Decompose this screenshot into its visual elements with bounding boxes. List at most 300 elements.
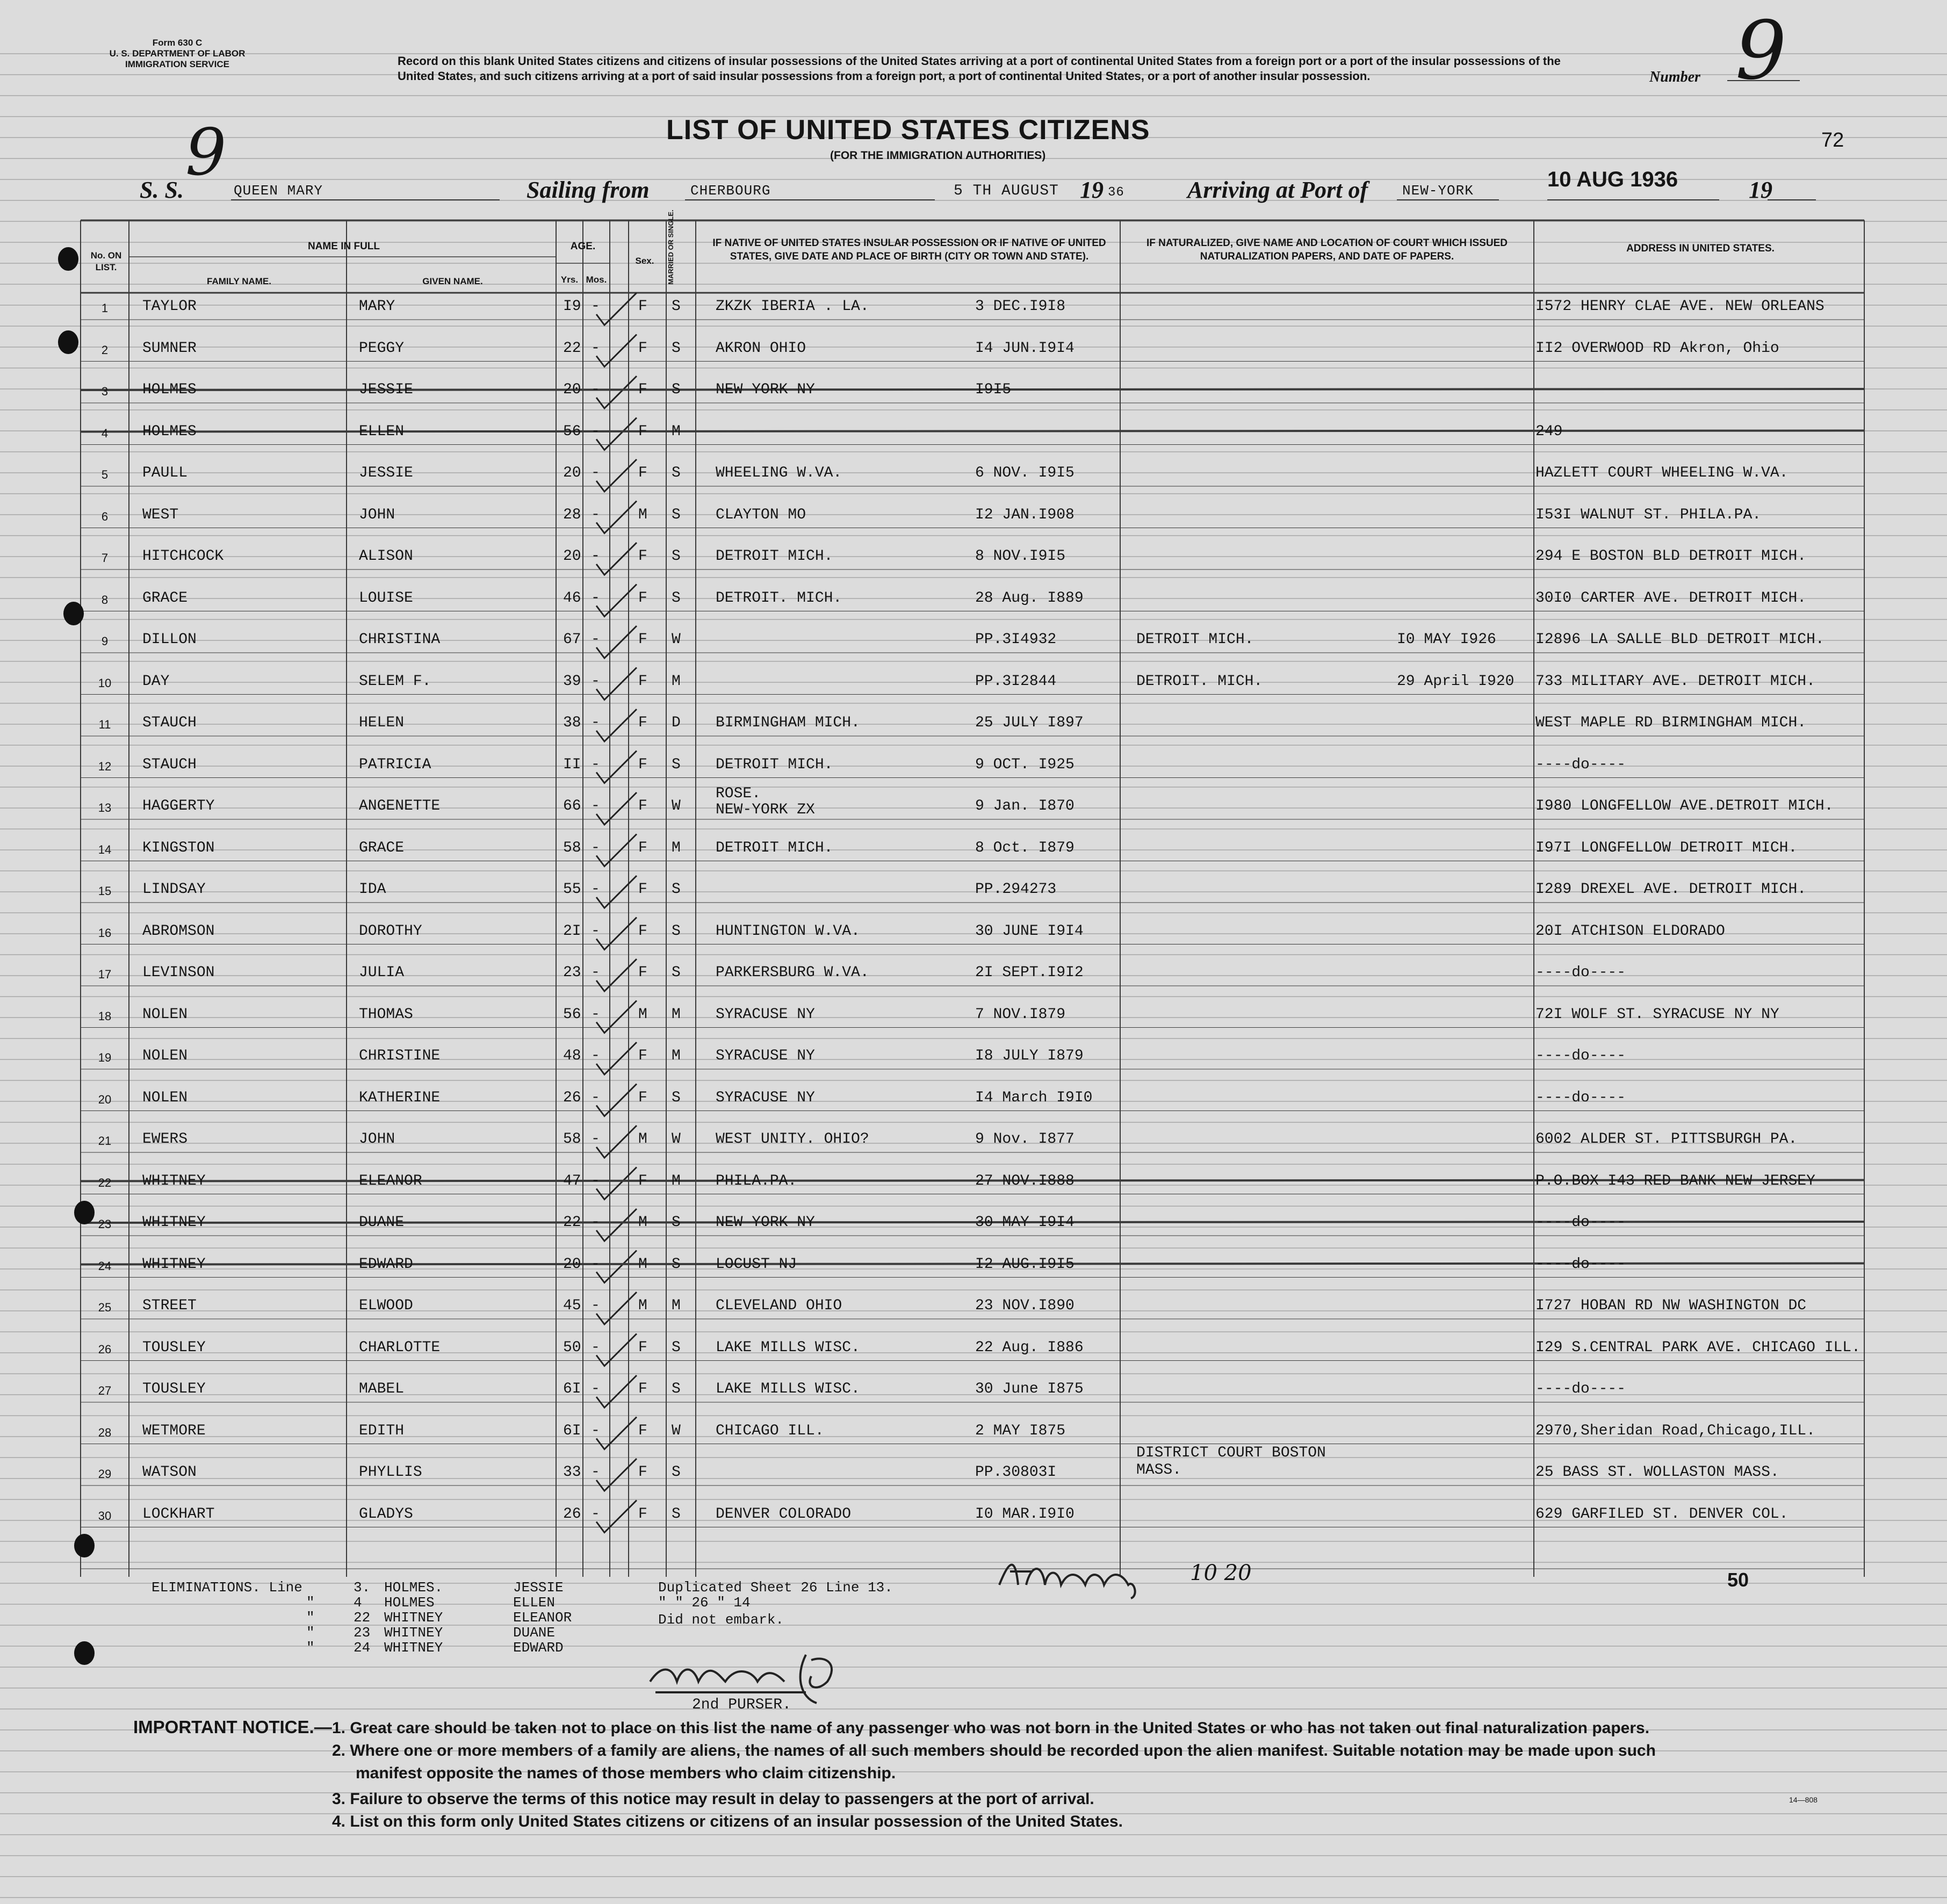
sheet-number-label: Number <box>1649 69 1700 85</box>
notice-item-4: 4. List on this form only United States citizens or citizens of an insular possession of the United States. <box>332 1813 1123 1830</box>
notice-item-2-cont: manifest opposite the names of those members who claim citizenship. <box>356 1764 896 1782</box>
row-place: DETROIT MICH. <box>716 839 833 856</box>
left-handwritten-number: 9 <box>185 116 227 190</box>
row-mos: - <box>591 922 600 940</box>
elimination-line: 24 <box>354 1640 371 1656</box>
row-cdate: I0 MAY I926 <box>1397 631 1496 648</box>
row-bdate: I4 JUN.I9I4 <box>975 340 1075 357</box>
row-ms: D <box>672 715 681 731</box>
row-age: 58 <box>563 1131 581 1148</box>
row-mos: - <box>591 506 600 523</box>
row-bdate: 25 JULY I897 <box>975 715 1084 731</box>
row-mos: - <box>591 1422 600 1439</box>
row-sex: F <box>638 1339 647 1356</box>
row-bdate: 3 DEC.I9I8 <box>975 298 1066 315</box>
check-mark <box>596 1292 637 1324</box>
row-family: HOLMES <box>142 381 197 398</box>
row-sex: F <box>638 631 647 648</box>
check-mark <box>596 335 637 367</box>
page-number: 72 <box>1821 129 1844 152</box>
row-age: 28 <box>563 506 581 523</box>
row-ms: S <box>672 1381 681 1397</box>
row-address: 294 E BOSTON BLD DETROIT MICH. <box>1535 548 1807 565</box>
row-sex: F <box>638 465 647 481</box>
check-mark <box>596 1375 637 1408</box>
form-intro-text: Record on this blank United States citizens and citizens of insular possessions of the United States arriving at a port of continental United States from a foreign port or a port of the insular possessions of the United States, and such citizens arriving at a port of said insular possessions from a foreign port, a port of continental United States, or a port of another insular possession. <box>398 54 1561 83</box>
row-address: I727 HOBAN RD NW WASHINGTON DC <box>1535 1297 1807 1314</box>
row-given: PHYLLIS <box>359 1464 422 1481</box>
row-ms: S <box>672 1256 681 1273</box>
row-mos: - <box>591 340 600 357</box>
row-sex: F <box>638 589 647 607</box>
row-family: NOLEN <box>142 1089 188 1106</box>
row-family: WATSON <box>142 1464 197 1481</box>
elimination-mark: " <box>306 1595 315 1611</box>
arrival-date-stamp: 10 AUG 1936 <box>1547 168 1678 191</box>
port-to: NEW-YORK <box>1402 183 1474 199</box>
row-age: I9 <box>563 298 581 315</box>
row-mos: - <box>591 589 600 607</box>
eliminations-label: ELIMINATIONS. Line <box>152 1580 302 1596</box>
row-mos: - <box>591 715 600 731</box>
row-address: 2970,Sheridan Road,Chicago,ILL. <box>1535 1422 1815 1439</box>
row-family: WEST <box>142 506 179 523</box>
strike-through-line <box>81 431 1864 432</box>
elimination-mark: " <box>306 1625 315 1641</box>
row-address: ----do---- <box>1535 1089 1626 1106</box>
row-bdate: 30 June I875 <box>975 1381 1084 1397</box>
form-number: Form 630 C <box>152 38 203 48</box>
header-given-name: GIVEN NAME. <box>422 276 483 286</box>
row-mos: - <box>591 1006 600 1023</box>
row-family: STREET <box>142 1297 197 1314</box>
service-name: IMMIGRATION SERVICE <box>125 59 229 69</box>
header-mos: Mos. <box>586 275 607 285</box>
row-place: LOCUST NJ <box>716 1256 797 1273</box>
header-naturalization: IF NATURALIZED, GIVE NAME AND LOCATION OF COURT WHICH ISSUED NATURALIZATION PAPERS, AND DATE OF PAPERS. <box>1146 237 1508 262</box>
row-given: EDITH <box>359 1422 405 1439</box>
notice-item-2: 2. Where one or more members of a family are aliens, the names of all such members should be recorded upon the alien manifest. Suitable notation may be made upon such <box>332 1742 1656 1759</box>
row-address: 72I WOLF ST. SYRACUSE NY NY <box>1535 1006 1779 1023</box>
elimination-mark: " <box>306 1640 315 1656</box>
check-mark <box>596 626 637 658</box>
row-no: 26 <box>98 1342 112 1356</box>
check-mark <box>596 1501 637 1533</box>
row-sex: F <box>638 381 647 398</box>
row-given: JULIA <box>359 964 405 981</box>
row-mos: - <box>591 1214 600 1231</box>
row-sex: F <box>638 1172 647 1189</box>
row-place: LAKE MILLS WISC. <box>716 1381 860 1397</box>
elimination-given: DUANE <box>513 1625 556 1641</box>
row-place: DETROIT MICH. <box>716 756 833 773</box>
row-place: CLEVELAND OHIO <box>716 1297 842 1314</box>
elimination-given: ELEANOR <box>513 1610 572 1626</box>
row-place: SYRACUSE NY <box>716 1048 815 1064</box>
punch-hole <box>74 1534 95 1557</box>
row-given: ALISON <box>359 548 413 565</box>
row-mos: - <box>591 1089 600 1106</box>
row-family: STAUCH <box>142 715 197 731</box>
row-bdate: PP.30803I <box>975 1464 1057 1481</box>
row-cdate: 29 April I920 <box>1397 673 1515 690</box>
row-bdate: I8 JULY I879 <box>975 1048 1084 1064</box>
row-mos: - <box>591 964 600 981</box>
row-ms: S <box>672 506 681 523</box>
row-family: HAGGERTY <box>142 798 215 814</box>
row-no: 5 <box>101 468 109 481</box>
check-mark <box>596 293 637 325</box>
row-mos: - <box>591 1048 600 1064</box>
check-mark <box>596 418 637 450</box>
sailing-date: 5 TH AUGUST <box>954 183 1059 199</box>
row-ms: S <box>672 1339 681 1356</box>
elimination-family: WHITNEY <box>384 1610 443 1626</box>
row-ms: S <box>672 756 681 773</box>
row-mos: - <box>591 631 600 648</box>
header-yrs: Yrs. <box>560 275 579 285</box>
row-no: 25 <box>98 1301 112 1314</box>
row-place: WHEELING W.VA. <box>716 465 842 481</box>
row-ms: W <box>672 631 681 648</box>
row-no: 12 <box>98 759 112 773</box>
row-family: LINDSAY <box>142 881 206 898</box>
row-no: 3 <box>101 385 109 398</box>
row-ms: S <box>672 465 681 481</box>
row-sex: F <box>638 340 647 357</box>
row-bdate: 7 NOV.I879 <box>975 1006 1066 1023</box>
elimination-line: 22 <box>354 1610 371 1626</box>
elimination-mark: " <box>306 1610 315 1626</box>
header-no: No. ON LIST. <box>90 250 122 272</box>
row-no: 13 <box>98 801 112 814</box>
row-mos: - <box>591 1131 600 1148</box>
row-age: 20 <box>563 1256 581 1273</box>
row-ms: W <box>672 798 681 814</box>
row-bdate: I0 MAR.I9I0 <box>975 1505 1075 1523</box>
row-address: ----do---- <box>1535 1381 1626 1397</box>
check-mark <box>596 1084 637 1116</box>
check-mark <box>596 918 637 950</box>
form-identifier <box>97 38 258 70</box>
row-sex: F <box>638 798 647 814</box>
row-address: I29 S.CENTRAL PARK AVE. CHICAGO ILL. <box>1535 1339 1861 1356</box>
check-mark <box>596 1209 637 1241</box>
check-mark <box>596 459 637 492</box>
row-mos: - <box>591 881 600 898</box>
row-given: EDWARD <box>359 1256 413 1273</box>
row-place: DENVER COLORADO <box>716 1505 852 1523</box>
year-prefix: 19 <box>1080 177 1104 203</box>
row-no: 14 <box>98 842 112 856</box>
row-ms: S <box>672 1464 681 1481</box>
row-age: 46 <box>563 589 581 607</box>
row-no: 16 <box>98 926 112 940</box>
row-given: MARY <box>359 298 395 315</box>
year-suffix: 36 <box>1108 185 1124 200</box>
row-place: WEST UNITY. OHIO? <box>716 1131 869 1148</box>
elimination-given: ELLEN <box>513 1595 556 1611</box>
row-bdate: I2 AUG.I9I5 <box>975 1256 1075 1273</box>
row-ms: M <box>672 1048 681 1064</box>
row-mos: - <box>591 798 600 814</box>
notice-heading: IMPORTANT NOTICE.— <box>133 1717 332 1737</box>
row-ms: M <box>672 423 681 440</box>
row-address: I53I WALNUT ST. PHILA.PA. <box>1535 506 1762 523</box>
check-mark <box>596 1001 637 1033</box>
row-ms: S <box>672 381 681 398</box>
ship-name: QUEEN MARY <box>234 183 323 199</box>
row-sex: F <box>638 922 647 940</box>
row-sex: F <box>638 298 647 315</box>
row-sex: M <box>638 1131 647 1148</box>
header-family-name: FAMILY NAME. <box>207 276 271 286</box>
row-bdate: PP.3I2844 <box>975 673 1057 690</box>
row-mos: - <box>591 423 600 440</box>
row-bdate: 9 Nov. I877 <box>975 1131 1075 1148</box>
row-sex: F <box>638 1089 647 1106</box>
department-name: U. S. DEPARTMENT OF LABOR <box>109 48 246 59</box>
row-ms: S <box>672 1505 681 1523</box>
row-address: 249 <box>1535 423 1563 440</box>
row-given: IDA <box>359 881 386 898</box>
row-family: WHITNEY <box>142 1172 206 1189</box>
check-mark <box>596 959 637 991</box>
row-court: DETROIT MICH. <box>1136 631 1254 648</box>
check-mark <box>596 376 637 408</box>
row-mos: - <box>591 1464 600 1481</box>
ss-label: S. S. <box>140 177 184 203</box>
row-ms: M <box>672 1172 681 1189</box>
row-court: DISTRICT COURT BOSTON MASS. <box>1136 1445 1326 1479</box>
row-given: PEGGY <box>359 340 405 357</box>
row-no: 30 <box>98 1509 112 1523</box>
row-no: 6 <box>101 509 109 523</box>
row-bdate: 6 NOV. I9I5 <box>975 465 1075 481</box>
row-address: ----do---- <box>1535 964 1626 981</box>
header-sex: Sex. <box>635 256 654 266</box>
row-place: SYRACUSE NY <box>716 1089 815 1106</box>
punch-hole <box>58 330 78 354</box>
row-mos: - <box>591 298 600 315</box>
row-sex: F <box>638 1464 647 1481</box>
row-bdate: 2 MAY I875 <box>975 1422 1066 1439</box>
row-ms: M <box>672 673 681 690</box>
row-place: NEW YORK NY <box>716 1214 815 1231</box>
row-given: MABEL <box>359 1381 405 1397</box>
elimination-note-duplicated-2: " " 26 " 14 <box>658 1595 751 1611</box>
row-given: CHRISTINA <box>359 631 441 648</box>
row-address: P.O.BOX I43 RED BANK NEW JERSEY <box>1535 1172 1815 1189</box>
row-age: II <box>563 756 581 773</box>
row-bdate: PP.294273 <box>975 881 1057 898</box>
row-given: JOHN <box>359 1131 395 1148</box>
row-ms: S <box>672 298 681 315</box>
row-no: 7 <box>101 551 109 565</box>
header-birth-place: IF NATIVE OF UNITED STATES INSULAR POSSESSION OR IF NATIVE OF UNITED STATES, GIVE DATE AND PLACE OF BIRTH (CITY OR TOWN AND STATE). <box>712 237 1106 262</box>
row-age: 6I <box>563 1422 581 1439</box>
row-ms: S <box>672 881 681 898</box>
row-no: 17 <box>98 968 112 981</box>
row-address: 30I0 CARTER AVE. DETROIT MICH. <box>1535 589 1807 607</box>
row-ms: S <box>672 922 681 940</box>
year-prefix-2: 19 <box>1749 177 1772 203</box>
row-address: 25 BASS ST. WOLLASTON MASS. <box>1535 1464 1779 1481</box>
row-no: 21 <box>98 1134 112 1148</box>
row-sex: M <box>638 1297 647 1314</box>
sailing-from-label: Sailing from <box>527 177 650 203</box>
row-address: I980 LONGFELLOW AVE.DETROIT MICH. <box>1535 798 1834 814</box>
row-sex: M <box>638 1006 647 1023</box>
row-address: I97I LONGFELLOW DETROIT MICH. <box>1535 839 1798 856</box>
row-age: 23 <box>563 964 581 981</box>
row-age: 33 <box>563 1464 581 1481</box>
row-ms: W <box>672 1131 681 1148</box>
row-place: BIRMINGHAM MICH. <box>716 715 860 731</box>
row-court: DETROIT. MICH. <box>1136 673 1263 690</box>
row-bdate: 22 Aug. I886 <box>975 1339 1084 1356</box>
row-bdate: 30 MAY I9I4 <box>975 1214 1075 1231</box>
sheet-number-value: 9 <box>1735 4 1787 98</box>
row-sex: M <box>638 1256 647 1273</box>
row-given: CHARLOTTE <box>359 1339 441 1356</box>
row-family: DAY <box>142 673 170 690</box>
arriving-label: Arriving at Port of <box>1187 177 1368 203</box>
elimination-line: 3. <box>354 1580 371 1596</box>
row-address: HAZLETT COURT WHEELING W.VA. <box>1535 465 1789 481</box>
elimination-note-duplicated: Duplicated Sheet 26 Line 13. <box>658 1580 893 1596</box>
row-sex: F <box>638 1505 647 1523</box>
row-place: NEW YORK NY <box>716 381 815 398</box>
row-given: HELEN <box>359 715 405 731</box>
row-mos: - <box>591 1339 600 1356</box>
row-no: 28 <box>98 1425 112 1439</box>
row-place: CHICAGO ILL. <box>716 1422 824 1439</box>
row-bdate: I4 March I9I0 <box>975 1089 1093 1106</box>
row-place: LAKE MILLS WISC. <box>716 1339 860 1356</box>
row-place: PHILA.PA. <box>716 1172 797 1189</box>
row-family: DILLON <box>142 631 197 648</box>
row-bdate: 2I SEPT.I9I2 <box>975 964 1084 981</box>
row-given: KATHERINE <box>359 1089 441 1106</box>
row-ms: S <box>672 1214 681 1231</box>
row-place: PARKERSBURG W.VA. <box>716 964 869 981</box>
elimination-family: HOLMES <box>384 1595 435 1611</box>
row-address: ----do---- <box>1535 1048 1626 1064</box>
row-address: 629 GARFILED ST. DENVER COL. <box>1535 1505 1789 1523</box>
row-family: NOLEN <box>142 1048 188 1064</box>
row-sex: F <box>638 423 647 440</box>
row-place: CLAYTON MO <box>716 506 806 523</box>
row-mos: - <box>591 839 600 856</box>
row-bdate: 9 Jan. I870 <box>975 798 1075 814</box>
row-age: 22 <box>563 1214 581 1231</box>
row-no: 1 <box>101 301 109 315</box>
row-mos: - <box>591 465 600 481</box>
row-bdate: 9 OCT. I925 <box>975 756 1075 773</box>
check-mark <box>596 1042 637 1074</box>
row-no: 29 <box>98 1467 112 1481</box>
row-age: 20 <box>563 381 581 398</box>
row-given: JESSIE <box>359 465 413 481</box>
row-mos: - <box>591 1505 600 1523</box>
row-family: HOLMES <box>142 423 197 440</box>
row-given: PATRICIA <box>359 756 431 773</box>
row-no: 22 <box>98 1175 112 1189</box>
row-sex: F <box>638 548 647 565</box>
row-age: 2I <box>563 922 581 940</box>
form-code: 14—808 <box>1789 1795 1818 1804</box>
row-sex: M <box>638 506 647 523</box>
row-given: DOROTHY <box>359 922 422 940</box>
row-no: 11 <box>98 718 111 731</box>
check-mark <box>596 792 637 825</box>
check-mark <box>596 668 637 700</box>
row-sex: F <box>638 673 647 690</box>
row-no: 15 <box>98 884 112 898</box>
row-family: STAUCH <box>142 756 197 773</box>
row-place: ROSE. NEW-YORK ZX <box>716 785 815 818</box>
row-address: WEST MAPLE RD BIRMINGHAM MICH. <box>1535 715 1807 731</box>
row-no: 8 <box>101 593 109 607</box>
elimination-given: JESSIE <box>513 1580 564 1596</box>
row-place: SYRACUSE NY <box>716 1006 815 1023</box>
row-family: NOLEN <box>142 1006 188 1023</box>
row-no: 20 <box>98 1092 112 1106</box>
row-family: LOCKHART <box>142 1505 215 1523</box>
row-age: 50 <box>563 1339 581 1356</box>
row-age: 20 <box>563 548 581 565</box>
row-family: SUMNER <box>142 340 197 357</box>
header-name-in-full: NAME IN FULL <box>307 241 380 252</box>
elimination-line: 23 <box>354 1625 371 1641</box>
row-family: WHITNEY <box>142 1214 206 1231</box>
row-family: LEVINSON <box>142 964 215 981</box>
row-address: II2 OVERWOOD RD Akron, Ohio <box>1535 340 1779 357</box>
row-mos: - <box>591 673 600 690</box>
row-ms: S <box>672 1089 681 1106</box>
row-age: 26 <box>563 1505 581 1523</box>
notice-item-3: 3. Failure to observe the terms of this notice may result in delay to passengers at the port of arrival. <box>332 1790 1094 1808</box>
row-ms: M <box>672 1006 681 1023</box>
row-age: 38 <box>563 715 581 731</box>
elimination-family: WHITNEY <box>384 1640 443 1656</box>
check-mark <box>596 1126 637 1158</box>
row-ms: S <box>672 964 681 981</box>
strike-through-line <box>81 389 1864 390</box>
header-address: ADDRESS IN UNITED STATES. <box>1626 243 1775 254</box>
row-age: 55 <box>563 881 581 898</box>
row-mos: - <box>591 381 600 398</box>
row-family: PAULL <box>142 465 188 481</box>
row-family: KINGSTON <box>142 839 215 856</box>
elimination-given: EDWARD <box>513 1640 564 1656</box>
row-mos: - <box>591 1297 600 1314</box>
row-ms: M <box>672 1297 681 1314</box>
row-address: 6002 ALDER ST. PITTSBURGH PA. <box>1535 1131 1798 1148</box>
row-given: THOMAS <box>359 1006 413 1023</box>
row-given: ANGENETTE <box>359 798 441 814</box>
row-bdate: 27 NOV.I888 <box>975 1172 1075 1189</box>
check-mark <box>596 501 637 533</box>
check-mark <box>596 1334 637 1366</box>
row-sex: M <box>638 1214 647 1231</box>
row-ms: M <box>672 839 681 856</box>
row-ms: W <box>672 1422 681 1439</box>
row-family: GRACE <box>142 589 188 607</box>
row-ms: S <box>672 340 681 357</box>
row-address: ----do---- <box>1535 1214 1626 1231</box>
